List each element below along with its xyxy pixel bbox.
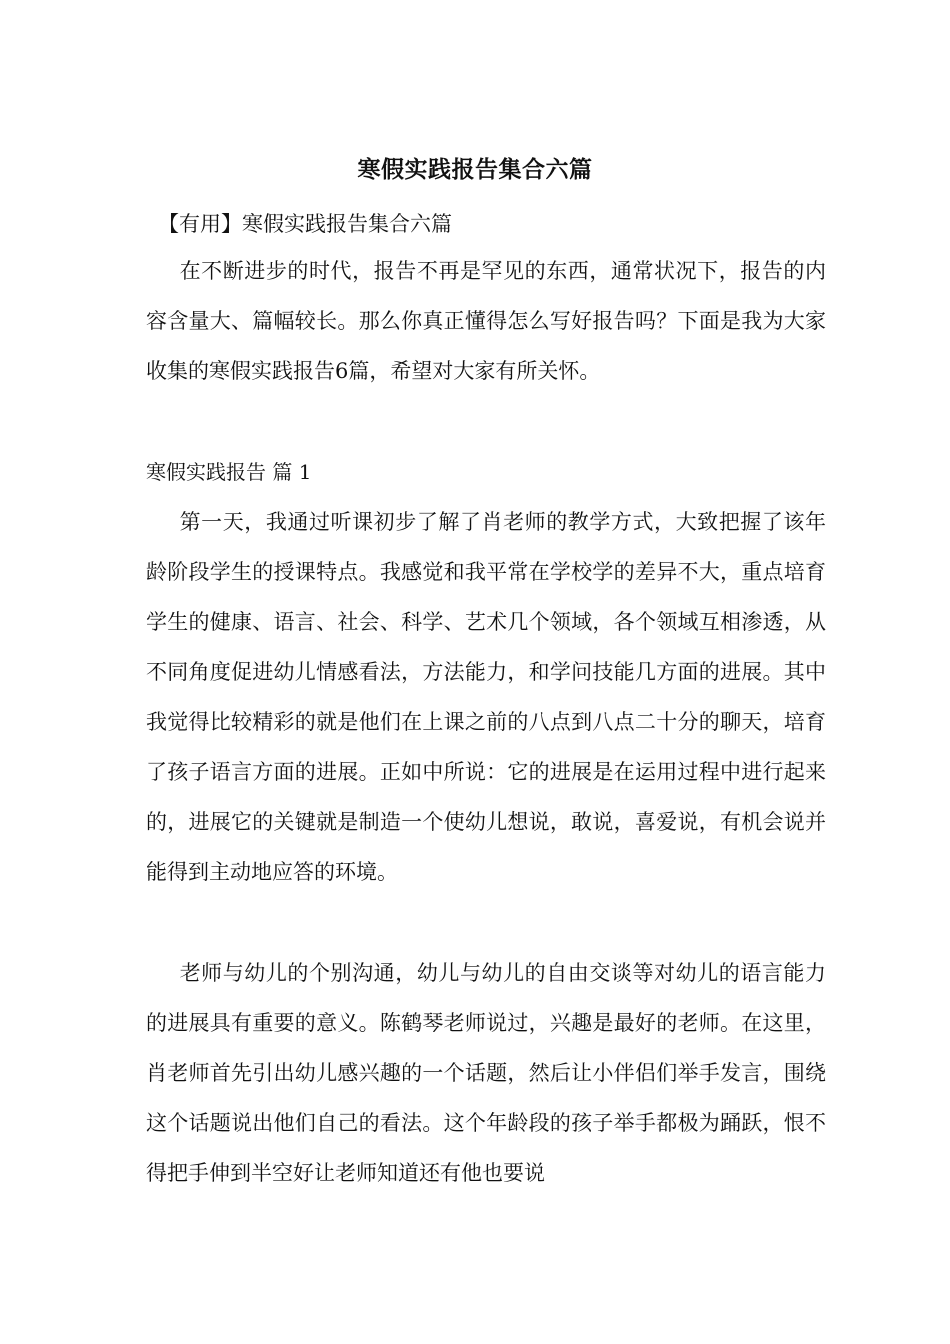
intro-paragraph: 在不断进步的时代，报告不再是罕见的东西，通常状况下，报告的内容含量大、篇幅较长。那么你真正懂得怎么写好报告吗？下面是我为大家收集的寒假实践报告6篇，希望对大家有所关怀。 [146, 259, 826, 383]
document-title: 寒假实践报告集合六篇 [357, 156, 593, 183]
section-heading: 寒假实践报告 篇 1 [146, 460, 312, 484]
body-paragraph-1: 第一天，我通过听课初步了解了肖老师的教学方式，大致把握了该年龄阶段学生的授课特点。我感觉和我平常在学校学的差异不大，重点培育学生的健康、语言、社会、科学、艺术几个领域，各个领域互相渗透，从不同角度促进幼儿情感看法，方法能力，和学问技能几方面的进展。其中我觉得比较精彩的就是他们在上课之前的八点到八点二十分的聊天，培育了孩子语言方面的进展。正如中所说：它的进展是在运用过程中进行起来的，进展它的关键就是制造一个使幼儿想说，敢说，喜爱说，有机会说并能得到主动地应答的环境。 [146, 510, 826, 884]
body-paragraph-2: 老师与幼儿的个别沟通，幼儿与幼儿的自由交谈等对幼儿的语言能力的进展具有重要的意义。陈鹤琴老师说过，兴趣是最好的老师。在这里，肖老师首先引出幼儿感兴趣的一个话题，然后让小伴侣们举手发言，围绕这个话题说出他们自己的看法。这个年龄段的孩子举手都极为踊跃，恨不得把手伸到半空好让老师知道还有他也要说 [146, 961, 826, 1185]
document-subtitle: 【有用】寒假实践报告集合六篇 [158, 212, 452, 236]
